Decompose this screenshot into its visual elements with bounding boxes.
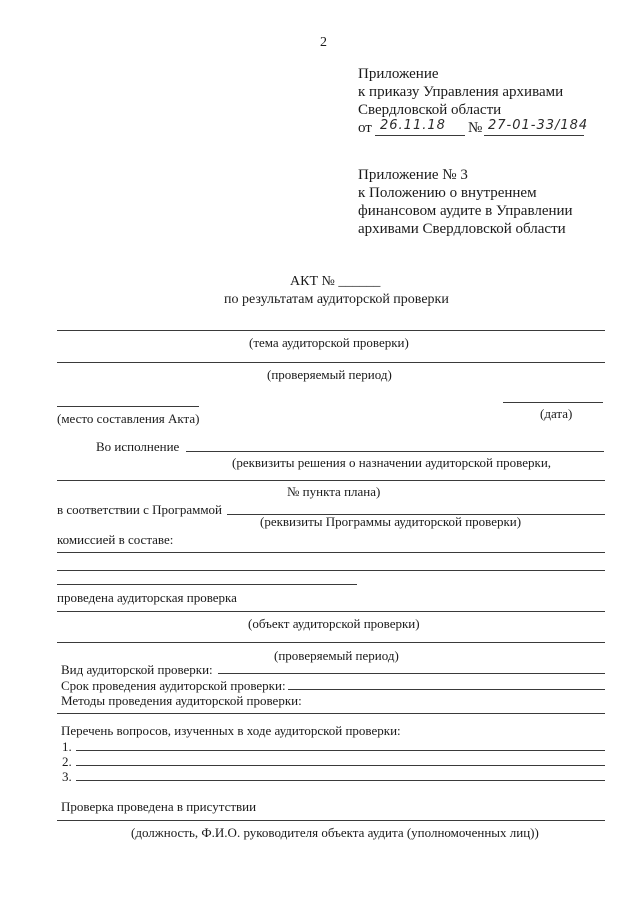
- handwritten-date: 26.11.18: [380, 118, 446, 133]
- question-item-2-line: [76, 765, 605, 766]
- question-item-3-number: 3.: [62, 769, 72, 784]
- question-item-2-number: 2.: [62, 754, 72, 769]
- page-number: 2: [320, 35, 327, 50]
- appendix-line-3: Свердловской области: [358, 102, 502, 118]
- place-caption: (место составления Акта): [57, 411, 200, 426]
- date-caption: (дата): [540, 406, 573, 421]
- question-item-1-line: [76, 750, 605, 751]
- date-underline: [375, 135, 465, 136]
- audited-period-caption: (проверяемый период): [267, 367, 392, 382]
- regulation-line-4: архивами Свердловской области: [358, 221, 566, 237]
- audit-object-caption: (объект аудиторской проверки): [248, 616, 420, 631]
- audit-type-label: Вид аудиторской проверки:: [61, 662, 213, 677]
- commission-line-2: [57, 570, 605, 571]
- commission-label: комиссией в составе:: [57, 532, 174, 547]
- question-item-1-number: 1.: [62, 739, 72, 754]
- audit-term-label: Срок проведения аудиторской проверки:: [61, 678, 286, 693]
- audit-methods-line: [57, 713, 605, 714]
- audited-period-caption-2: (проверяемый период): [274, 648, 399, 663]
- head-of-object-caption: (должность, Ф.И.О. руководителя объекта аудита (уполномоченных лиц)): [131, 825, 539, 840]
- in-execution-label: Во исполнение: [96, 439, 180, 454]
- regulation-line-3: финансовом аудите в Управлении: [358, 203, 573, 219]
- audit-conducted-label: проведена аудиторская проверка: [57, 590, 237, 605]
- appendix-number-label: №: [468, 120, 483, 136]
- commission-line-3: [57, 584, 357, 585]
- audited-period-line: [57, 362, 605, 363]
- question-item-3-line: [76, 780, 605, 781]
- date-line: [503, 402, 603, 403]
- according-to-program-label: в соответствии с Программой: [57, 502, 223, 517]
- audit-conducted-line: [57, 611, 605, 612]
- presence-line: [57, 820, 605, 821]
- decision-details-line-2: [57, 480, 605, 481]
- audit-object-line-2: [57, 642, 605, 643]
- appendix-line-2: к приказу Управления архивами: [358, 84, 564, 100]
- decision-details-caption: (реквизиты решения о назначении аудиторской проверки,: [232, 455, 552, 470]
- appendix-from-label: от: [358, 120, 372, 136]
- program-details-caption: (реквизиты Программы аудиторской проверки): [260, 514, 522, 529]
- audit-type-line: [218, 673, 605, 674]
- questions-list-label: Перечень вопросов, изученных в ходе аудиторской проверки:: [61, 723, 401, 738]
- audit-term-line: [288, 689, 605, 690]
- place-line: [57, 406, 199, 407]
- audit-topic-line: [57, 330, 605, 331]
- regulation-line-1: Приложение № 3: [358, 167, 468, 183]
- audit-topic-caption: (тема аудиторской проверки): [249, 335, 409, 350]
- audit-methods-label: Методы проведения аудиторской проверки:: [61, 693, 302, 708]
- plan-item-caption: № пункта плана): [287, 484, 381, 499]
- in-execution-line: [186, 451, 604, 452]
- regulation-line-2: к Положению о внутреннем: [358, 185, 537, 201]
- appendix-line-1: Приложение: [358, 66, 439, 82]
- presence-label: Проверка проведена в присутствии: [61, 799, 257, 814]
- commission-line-1: [57, 552, 605, 553]
- act-title: АКТ № ______: [290, 274, 381, 289]
- handwritten-number: 27-01-33/184: [488, 118, 589, 133]
- act-subtitle: по результатам аудиторской проверки: [224, 292, 449, 307]
- number-underline: [484, 135, 584, 136]
